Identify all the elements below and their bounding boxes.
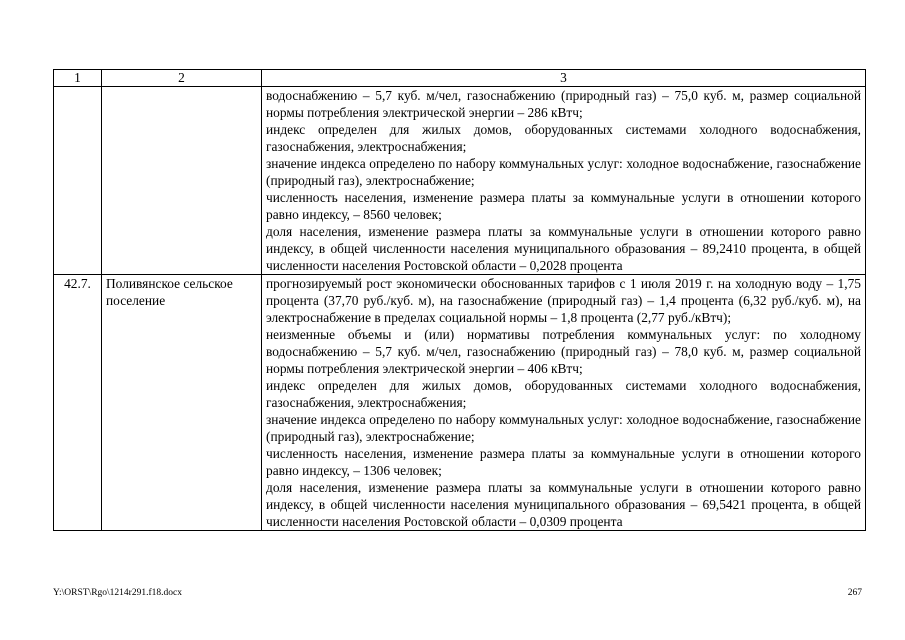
table-row [54, 87, 866, 275]
description-paragraph: значение индекса определено по набору коммунальных услуг: холодное водоснабжение, газоснабжение (природный газ), электроснабжение; [266, 156, 861, 188]
description-paragraph: прогнозируемый рост экономически обоснованных тарифов с 1 июля 2019 г. на холодную воду – 1,75 процента (37,70 руб./куб. м), на газоснабжение (природный газ) – 1,4 процента (6,32 руб./куб. м), на электроснабжение в пределах социальной нормы – 1,8 процента (2,77 руб./кВтч); [266, 276, 861, 325]
description-paragraph: индекс определен для жилых домов, оборудованных системами холодного водоснабжения, газоснабжения, электроснабжения; [266, 122, 861, 154]
description-paragraph: индекс определен для жилых домов, оборудованных системами холодного водоснабжения, газоснабжения, электроснабжения; [266, 378, 861, 410]
description-paragraph: неизменные объемы и (или) нормативы потребления коммунальных услуг: по холодному водоснабжению – 5,7 куб. м/чел, газоснабжению (природный газ) – 78,0 куб. м, размер социальной нормы потребления электрической энергии – 406 кВтч; [266, 327, 861, 376]
column-header-1: 1 [54, 70, 102, 87]
footer-file-path: Y:\ORST\Rgo\1214r291.f18.docx [53, 588, 182, 598]
settlement-name-cell: Поливянское сельское поселение [102, 275, 262, 531]
table-header-row [54, 70, 866, 87]
description-cell [262, 275, 866, 531]
document-table [53, 69, 866, 531]
description-paragraph: доля населения, изменение размера платы за коммунальные услуги в отношении которого равно индексу, в общей численности населения муниципального образования – 69,5421 процента, в общей численности населения Ростовской области – 0,0309 процента [266, 480, 861, 529]
description-paragraph: доля населения, изменение размера платы за коммунальные услуги в отношении которого равно индексу, в общей численности населения муниципального образования – 89,2410 процента, в общей численности населения Ростовской области – 0,2028 процента [266, 224, 861, 273]
row-number-cell [54, 87, 102, 275]
description-paragraph: водоснабжению – 5,7 куб. м/чел, газоснабжению (природный газ) – 75,0 куб. м, размер социальной нормы потребления электрической энергии – 286 кВтч; [266, 88, 861, 120]
column-header-2: 2 [102, 70, 262, 87]
footer-page-number: 267 [847, 588, 862, 598]
settlement-name-cell [102, 87, 262, 275]
description-paragraph: численность населения, изменение размера платы за коммунальные услуги в отношении которого равно индексу, – 8560 человек; [266, 190, 861, 222]
table-row [54, 275, 866, 531]
row-number-cell: 42.7. [54, 275, 102, 531]
description-paragraph: значение индекса определено по набору коммунальных услуг: холодное водоснабжение, газоснабжение (природный газ), электроснабжение; [266, 412, 861, 444]
column-header-3: 3 [262, 70, 866, 87]
description-cell [262, 87, 866, 275]
description-paragraph: численность населения, изменение размера платы за коммунальные услуги в отношении которого равно индексу, – 1306 человек; [266, 446, 861, 478]
